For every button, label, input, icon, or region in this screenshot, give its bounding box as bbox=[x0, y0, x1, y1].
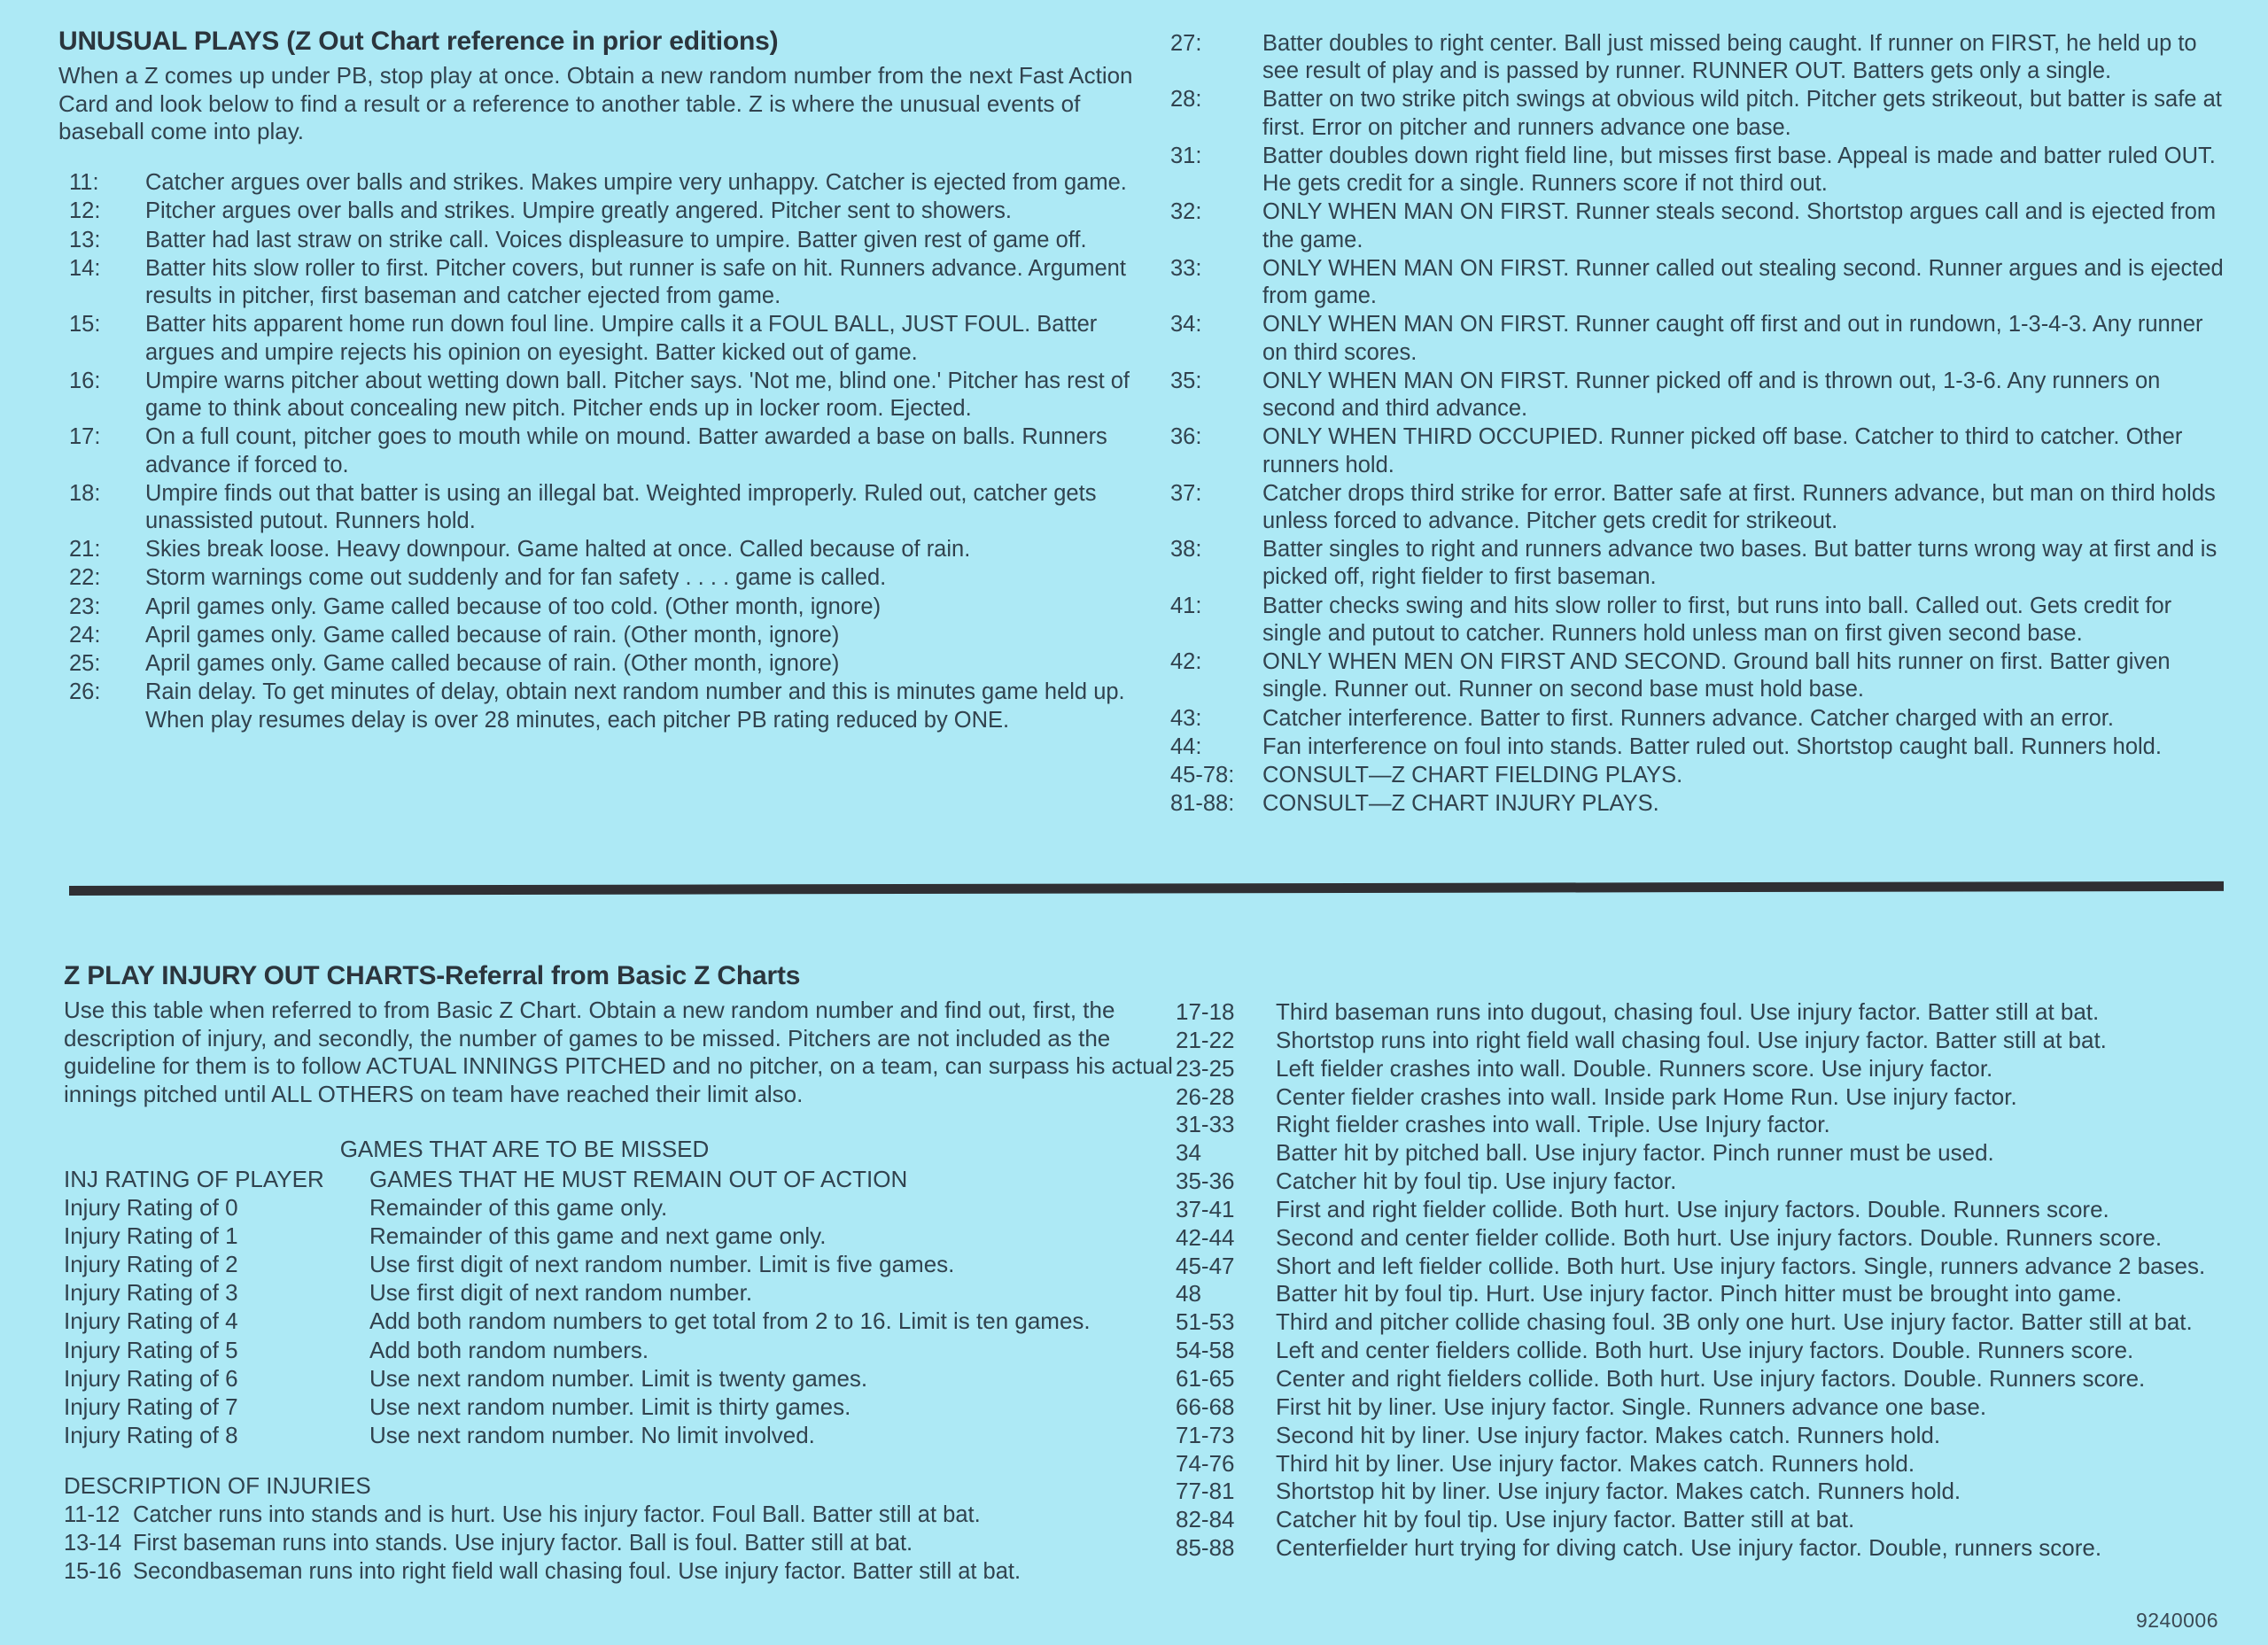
list-item bbox=[1170, 255, 2225, 310]
entry-text: Umpire warns pitcher about wetting down ball. Pitcher says. 'Not me, blind one.' Pitcher has rest of game to think about concealing new pitch. Pitcher ends up in locker room. Ejected. bbox=[145, 368, 1130, 422]
table-row bbox=[64, 1336, 1176, 1364]
entry-number: 23-25 bbox=[1176, 1054, 1235, 1082]
entry-text: Catcher runs into stands and is hurt. Use his injury factor. Foul Ball. Batter still at bat. bbox=[133, 1501, 981, 1527]
entry-text: Catcher drops third strike for error. Batter safe at first. Runners advance, but man on third holds unless forced to advance. Pitcher gets credit for strikeout. bbox=[1262, 480, 2216, 533]
entry-number: 34 bbox=[1176, 1139, 1201, 1167]
entry-text: Catcher interference. Batter to first. Runners advance. Catcher charged with an error. bbox=[1262, 705, 2114, 731]
entry-text: Storm warnings come out suddenly and for fan safety . . . . game is called. bbox=[145, 565, 887, 591]
list-item bbox=[1170, 86, 2225, 141]
entry-number: 26-28 bbox=[1176, 1082, 1235, 1110]
entry-text: ONLY WHEN MEN ON FIRST AND SECOND. Ground ball hits runner on first. Batter given single. Runner out. Runner on second base must hold base. bbox=[1262, 649, 2171, 702]
injury-result-list bbox=[1176, 998, 2230, 1563]
entry-number: 54-58 bbox=[1176, 1337, 1235, 1364]
injury-charts-section bbox=[64, 961, 2224, 1587]
table-row bbox=[64, 1250, 1176, 1278]
entry-text: Catcher argues over balls and strikes. Makes umpire very unhappy. Catcher is ejected from game. bbox=[145, 170, 1127, 196]
entry-text: Right fielder crashes into wall. Triple. Use Injury factor. bbox=[1276, 1111, 1830, 1138]
list-item bbox=[1170, 311, 2225, 366]
list-item bbox=[1176, 1027, 2230, 1055]
list-item bbox=[58, 594, 1170, 621]
unusual-plays-right-column bbox=[1170, 27, 2225, 819]
entry-text: Shortstop hit by liner. Use injury factor. Makes catch. Runners hold. bbox=[1276, 1478, 1961, 1505]
entry-number: 45-47 bbox=[1176, 1252, 1235, 1279]
entry-text: Pitcher argues over balls and strikes. Umpire greatly angered. Pitcher sent to showers. bbox=[145, 198, 1012, 224]
cell-games: Add both random numbers. bbox=[369, 1336, 649, 1363]
description-of-injuries-heading: DESCRIPTION OF INJURIES bbox=[64, 1471, 371, 1499]
entry-text: ONLY WHEN MAN ON FIRST. Runner called out stealing second. Runner argues and is ejected from game. bbox=[1262, 255, 2224, 309]
entry-number: 21-22 bbox=[1176, 1026, 1235, 1053]
entry-text: CONSULT—Z CHART INJURY PLAYS. bbox=[1262, 791, 1659, 817]
entry-text: Third and pitcher collide chasing foul. 3B only one hurt. Use injury factor. Batter still at bat. bbox=[1276, 1308, 2193, 1336]
table-row bbox=[64, 1393, 1176, 1421]
list-item bbox=[1176, 1055, 2230, 1083]
entry-text: ONLY WHEN THIRD OCCUPIED. Runner picked off base. Catcher to third to catcher. Other runners hold. bbox=[1262, 424, 2183, 477]
entry-text: Center fielder crashes into wall. Inside park Home Run. Use injury factor. bbox=[1276, 1082, 2017, 1110]
entry-number: 11: bbox=[69, 170, 99, 196]
entry-number: 15-16 bbox=[64, 1559, 122, 1585]
entry-number: 51-53 bbox=[1176, 1308, 1235, 1336]
list-item bbox=[1176, 1422, 2230, 1450]
entry-text: April games only. Game called because of rain. (Other month, ignore) bbox=[145, 651, 840, 677]
entry-text: Secondbaseman runs into right field wall chasing foul. Use injury factor. Batter still at bat. bbox=[133, 1559, 1021, 1585]
entry-text: On a full count, pitcher goes to mouth while on mound. Batter awarded a base on balls. Runners advance if forced to. bbox=[145, 424, 1107, 477]
entry-number: 24: bbox=[69, 622, 101, 648]
column-header-rating: INJ RATING OF PLAYER bbox=[64, 1165, 324, 1192]
cell-games: Use first digit of next random number. bbox=[369, 1279, 753, 1307]
list-item bbox=[1170, 762, 2225, 789]
list-item bbox=[1170, 198, 2225, 253]
entry-text: CONSULT—Z CHART FIELDING PLAYS. bbox=[1262, 763, 1683, 788]
cell-rating: Injury Rating of 6 bbox=[64, 1364, 238, 1392]
entry-text: April games only. Game called because of rain. (Other month, ignore) bbox=[145, 622, 840, 648]
cell-rating: Injury Rating of 1 bbox=[64, 1222, 238, 1250]
entry-number: 18: bbox=[69, 480, 101, 506]
cell-rating: Injury Rating of 8 bbox=[64, 1421, 238, 1448]
entry-text: Second hit by liner. Use injury factor. Makes catch. Runners hold. bbox=[1276, 1421, 1941, 1448]
entry-text: Batter doubles down right field line, but misses first base. Appeal is made and batter ruled OUT. He gets credit for a single. Runners score if not third out. bbox=[1262, 143, 2216, 197]
list-item bbox=[1176, 1450, 2230, 1478]
entry-text: Second and center fielder collide. Both hurt. Use injury factors. Double. Runners score. bbox=[1276, 1223, 2163, 1251]
table-row bbox=[64, 1421, 1176, 1449]
list-item bbox=[58, 169, 1170, 197]
list-item bbox=[1170, 30, 2225, 85]
entry-number: 33: bbox=[1170, 255, 1202, 281]
unusual-plays-intro: When a Z comes up under PB, stop play at once. Obtain a new random number from the next Fast Action Card and look below to find a result or a reference to another table. Z is where the unusual events of baseball come into play. bbox=[58, 62, 1133, 145]
list-item bbox=[64, 1558, 1176, 1586]
entry-text: Fan interference on foul into stands. Batter ruled out. Shortstop caught ball. Runners hold. bbox=[1262, 733, 2162, 759]
section-divider-rule bbox=[69, 881, 2224, 896]
entry-text: Batter hit by pitched ball. Use injury factor. Pinch runner must be used. bbox=[1276, 1139, 1994, 1167]
entry-text: Umpire finds out that batter is using an illegal bat. Weighted improperly. Ruled out, catcher gets unassisted putout. Runners hold. bbox=[145, 480, 1097, 533]
list-item bbox=[58, 650, 1170, 678]
cell-rating: Injury Rating of 5 bbox=[64, 1336, 238, 1363]
entry-number: 27: bbox=[1170, 31, 1202, 56]
list-item bbox=[1176, 1365, 2230, 1393]
list-item bbox=[1176, 1534, 2230, 1563]
cell-rating: Injury Rating of 2 bbox=[64, 1251, 238, 1278]
entry-number: 21: bbox=[69, 537, 101, 563]
list-item bbox=[58, 622, 1170, 649]
list-item bbox=[1176, 1337, 2230, 1365]
entry-number: 11-12 bbox=[64, 1501, 120, 1527]
entry-text: ONLY WHEN MAN ON FIRST. Runner picked off and is thrown out, 1-3-6. Any runners on second and third advance. bbox=[1262, 368, 2161, 422]
entry-text: Left fielder crashes into wall. Double. Runners score. Use injury factor. bbox=[1276, 1054, 1993, 1082]
entry-number: 31: bbox=[1170, 143, 1202, 168]
list-item bbox=[58, 368, 1170, 423]
entry-number: 36: bbox=[1170, 424, 1202, 450]
entry-text: First and right fielder collide. Both hurt. Use injury factors. Double. Runners score. bbox=[1276, 1195, 2109, 1222]
entry-number: 17-18 bbox=[1176, 998, 1235, 1025]
injury-charts-right-column bbox=[1176, 961, 2230, 1587]
entry-text: Centerfielder hurt trying for diving catch. Use injury factor. Double, runners score. bbox=[1276, 1534, 2102, 1562]
entry-number: 38: bbox=[1170, 537, 1202, 563]
list-item bbox=[1170, 143, 2225, 198]
cell-rating: Injury Rating of 0 bbox=[64, 1193, 238, 1221]
list-item bbox=[64, 1501, 1176, 1529]
entry-text: Batter hits apparent home run down foul line. Umpire calls it a FOUL BALL, JUST FOUL. Batter argues and umpire rejects his opinion on eyesight. Batter kicked out of game. bbox=[145, 312, 1098, 365]
list-item bbox=[1176, 1168, 2230, 1196]
entry-text: Catcher hit by foul tip. Use injury factor. Batter still at bat. bbox=[1276, 1506, 1855, 1533]
entry-text: First hit by liner. Use injury factor. Single. Runners advance one base. bbox=[1276, 1393, 1987, 1420]
entry-number: 48 bbox=[1176, 1280, 1201, 1307]
unusual-plays-title: UNUSUAL PLAYS (Z Out Chart reference in prior editions) bbox=[58, 27, 779, 56]
injury-charts-title: Z PLAY INJURY OUT CHARTS-Referral from Basic Z Charts bbox=[64, 961, 801, 990]
list-item bbox=[1170, 790, 2225, 818]
entry-number: 13-14 bbox=[64, 1531, 122, 1556]
list-item bbox=[1176, 1224, 2230, 1253]
entry-number: 31-33 bbox=[1176, 1111, 1235, 1138]
entry-number: 74-76 bbox=[1176, 1449, 1235, 1477]
cell-rating: Injury Rating of 3 bbox=[64, 1279, 238, 1307]
cell-games: Use first digit of next random number. Limit is five games. bbox=[369, 1251, 955, 1278]
entry-number: 17: bbox=[69, 424, 101, 450]
cell-games: Use next random number. Limit is thirty games. bbox=[369, 1393, 851, 1420]
table-row bbox=[64, 1278, 1176, 1307]
description-of-injuries-list bbox=[64, 1501, 1176, 1587]
list-item bbox=[1176, 1280, 2230, 1308]
injury-rating-table bbox=[64, 1165, 1176, 1449]
entry-number: 45-78: bbox=[1170, 763, 1235, 788]
entry-text: Short and left fielder collide. Both hurt. Use injury factors. Single, runners advance 2 bases. bbox=[1276, 1252, 2206, 1279]
entry-text: ONLY WHEN MAN ON FIRST. Runner caught off first and out in rundown, 1-3-4-3. Any runner on third scores. bbox=[1262, 312, 2203, 365]
list-item bbox=[1170, 368, 2225, 423]
unusual-plays-right-entry-list bbox=[1170, 30, 2225, 819]
list-item bbox=[58, 423, 1170, 478]
entry-number: 82-84 bbox=[1176, 1506, 1235, 1533]
entry-text: Batter checks swing and hits slow roller to first, but runs into ball. Called out. Gets credit for single and putout to catcher. Runners hold unless man on first given second base. bbox=[1262, 593, 2172, 646]
entry-text: ONLY WHEN MAN ON FIRST. Runner steals second. Shortstop argues call and is ejected from the game. bbox=[1262, 199, 2217, 252]
entry-number: 15: bbox=[69, 312, 101, 338]
list-item bbox=[1176, 1308, 2230, 1337]
cell-games: Remainder of this game only. bbox=[369, 1193, 668, 1221]
entry-text: April games only. Game called because of too cold. (Other month, ignore) bbox=[145, 594, 882, 619]
entry-number: 81-88: bbox=[1170, 791, 1235, 817]
list-item bbox=[58, 227, 1170, 254]
list-item bbox=[1176, 1506, 2230, 1534]
entry-number: 12: bbox=[69, 198, 101, 224]
entry-text: Third baseman runs into dugout, chasing foul. Use injury factor. Batter still at bat. bbox=[1276, 998, 2100, 1025]
games-missed-heading: GAMES THAT ARE TO BE MISSED bbox=[339, 1135, 710, 1162]
entry-number: 14: bbox=[69, 255, 101, 281]
entry-number: 85-88 bbox=[1176, 1534, 1235, 1562]
cell-games: Use next random number. No limit involved. bbox=[369, 1421, 815, 1448]
list-item bbox=[1176, 1393, 2230, 1422]
list-item bbox=[1170, 536, 2225, 591]
entry-text: Batter doubles to right center. Ball just missed being caught. If runner on FIRST, he held up to see result of play and is passed by runner. RUNNER OUT. Batters gets only a single. bbox=[1262, 31, 2197, 84]
cell-games: Remainder of this game and next game only. bbox=[369, 1222, 827, 1250]
entry-number: 77-81 bbox=[1176, 1478, 1235, 1505]
cell-rating: Injury Rating of 4 bbox=[64, 1307, 238, 1335]
list-item bbox=[58, 198, 1170, 225]
list-item bbox=[1176, 1253, 2230, 1281]
table-row bbox=[64, 1222, 1176, 1250]
list-item bbox=[58, 679, 1170, 733]
list-item bbox=[58, 311, 1170, 366]
entry-text: Third hit by liner. Use injury factor. Makes catch. Runners hold. bbox=[1276, 1449, 1915, 1477]
entry-number: 35-36 bbox=[1176, 1168, 1235, 1195]
unusual-plays-left-column bbox=[58, 27, 1170, 819]
unusual-plays-section bbox=[58, 27, 2224, 850]
list-item bbox=[58, 480, 1170, 535]
entry-number: 42-44 bbox=[1176, 1223, 1235, 1251]
entry-text: Rain delay. To get minutes of delay, obtain next random number and this is minutes game held up. When play resumes delay is over 28 minutes, each pitcher PB rating reduced by ONE. bbox=[145, 679, 1125, 733]
entry-number: 32: bbox=[1170, 199, 1202, 225]
entry-text: Batter singles to right and runners advance two bases. But batter turns wrong way at first and is picked off, right fielder to first baseman. bbox=[1262, 537, 2218, 590]
list-item bbox=[1176, 998, 2230, 1027]
entry-number: 61-65 bbox=[1176, 1364, 1235, 1392]
entry-text: Batter on two strike pitch swings at obvious wild pitch. Pitcher gets strikeout, but batter is safe at first. Error on pitcher and runners advance one base. bbox=[1262, 87, 2222, 140]
table-row bbox=[64, 1364, 1176, 1393]
list-item bbox=[1176, 1478, 2230, 1506]
list-item bbox=[1170, 480, 2225, 535]
list-item bbox=[58, 255, 1170, 310]
injury-charts-intro: Use this table when referred to from Basic Z Chart. Obtain a new random number and find out, first, the description of injury, and secondly, the number of games to be missed. Pitchers are not included as the guideline for them is to follow ACTUAL INNINGS PITCHED and no pitcher, on a team, can surpass his actual innings pitched until ALL OTHERS on team have reached their limit also. bbox=[64, 997, 1173, 1108]
entry-number: 71-73 bbox=[1176, 1421, 1235, 1448]
entry-text: Batter hits slow roller to first. Pitcher covers, but runner is safe on hit. Runners advance. Argument results in pitcher, first baseman and catcher ejected from game. bbox=[145, 255, 1126, 309]
column-header-games: GAMES THAT HE MUST REMAIN OUT OF ACTION bbox=[369, 1165, 908, 1192]
list-item bbox=[1170, 648, 2225, 703]
entry-text: Catcher hit by foul tip. Use injury factor. bbox=[1276, 1168, 1677, 1195]
list-item bbox=[1170, 733, 2225, 761]
entry-number: 25: bbox=[69, 651, 101, 677]
injury-charts-left-column bbox=[64, 961, 1176, 1587]
entry-number: 34: bbox=[1170, 312, 1202, 338]
entry-number: 37: bbox=[1170, 480, 1202, 506]
cell-games: Use next random number. Limit is twenty games. bbox=[369, 1364, 868, 1392]
entry-number: 35: bbox=[1170, 368, 1202, 393]
entry-number: 44: bbox=[1170, 733, 1202, 759]
entry-number: 22: bbox=[69, 565, 101, 591]
unusual-plays-left-entry-list bbox=[58, 169, 1170, 734]
list-item bbox=[58, 536, 1170, 563]
list-item bbox=[1176, 1083, 2230, 1112]
entry-text: Batter hit by foul tip. Hurt. Use injury factor. Pinch hitter must be brought into game. bbox=[1276, 1280, 2123, 1307]
entry-number: 42: bbox=[1170, 649, 1202, 675]
cell-games: Add both random numbers to get total from 2 to 16. Limit is ten games. bbox=[369, 1307, 1091, 1335]
list-item bbox=[1176, 1196, 2230, 1224]
entry-number: 23: bbox=[69, 594, 101, 619]
table-header-row bbox=[64, 1165, 1176, 1193]
list-item bbox=[1176, 1139, 2230, 1168]
entry-number: 13: bbox=[69, 227, 101, 252]
entry-number: 37-41 bbox=[1176, 1195, 1235, 1222]
list-item bbox=[1176, 1111, 2230, 1139]
entry-number: 28: bbox=[1170, 87, 1202, 113]
table-row bbox=[64, 1193, 1176, 1222]
entry-number: 16: bbox=[69, 368, 101, 393]
entry-number: 26: bbox=[69, 679, 101, 705]
cell-rating: Injury Rating of 7 bbox=[64, 1393, 238, 1420]
entry-number: 43: bbox=[1170, 705, 1202, 731]
entry-text: Shortstop runs into right field wall chasing foul. Use injury factor. Batter still at bat. bbox=[1276, 1026, 2107, 1053]
table-row bbox=[64, 1307, 1176, 1335]
list-item bbox=[1170, 423, 2225, 478]
list-item bbox=[64, 1530, 1176, 1557]
entry-text: Batter had last straw on strike call. Voices displeasure to umpire. Batter given rest of game off. bbox=[145, 227, 1087, 252]
list-item bbox=[58, 564, 1170, 592]
entry-text: First baseman runs into stands. Use injury factor. Ball is foul. Batter still at bat. bbox=[133, 1531, 913, 1556]
entry-number: 66-68 bbox=[1176, 1393, 1235, 1420]
entry-text: Center and right fielders collide. Both hurt. Use injury factors. Double. Runners score. bbox=[1276, 1364, 2146, 1392]
entry-text: Left and center fielders collide. Both hurt. Use injury factors. Double. Runners score. bbox=[1276, 1337, 2134, 1364]
list-item bbox=[1170, 705, 2225, 733]
serial-number: 9240006 bbox=[2135, 1609, 2218, 1632]
list-item bbox=[1170, 593, 2225, 648]
entry-number: 41: bbox=[1170, 593, 1202, 618]
entry-text: Skies break loose. Heavy downpour. Game halted at once. Called because of rain. bbox=[145, 537, 971, 563]
